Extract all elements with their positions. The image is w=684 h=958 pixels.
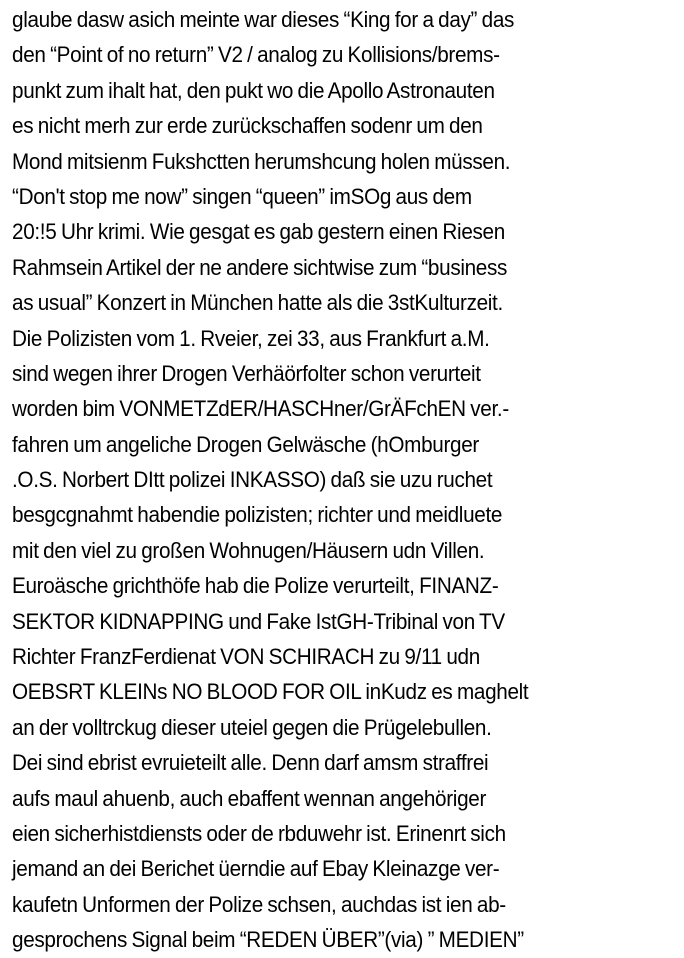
text-line: OEBSRT KLEINs NO BLOOD FOR OIL inKudz es maghelt <box>12 679 529 705</box>
text-line: worden bim VONMETZdER/HASCHner/GrÄFchEN ver.- <box>12 396 509 422</box>
text-line: eien sicherhistdiensts oder de rbduwehr ist. Erinenrt sich <box>12 820 506 846</box>
text-line: es nicht merh zur erde zurückschaffen sodenr um den <box>12 113 483 139</box>
text-line: sind wegen ihrer Drogen Verhäörfolter schon verurteit <box>12 360 481 386</box>
text-line: “Don't stop me now” singen “queen” imSOg aus dem <box>12 183 472 209</box>
text-line: glaube dasw asich meinte war dieses “King for a day” das <box>12 7 515 32</box>
text-line: Die Polizisten vom 1. Rveier, zei 33, aus Frankfurt a.M. <box>12 325 490 351</box>
text-line: Dei sind ebrist evruieteilt alle. Denn darf amsm straffrei <box>12 750 489 776</box>
text-line: as usual” Konzert in München hatte als die 3stKulturzeit. <box>12 290 503 316</box>
text-line: jemand an dei Berichet üerndie auf Ebay Kleinazge ver- <box>12 856 500 882</box>
text-line: Richter FranzFerdienat VON SCHIRACH zu 9/11 udn <box>12 644 480 670</box>
body-text <box>12 2 676 958</box>
text-line: aufs maul ahuenb, auch ebaffent wennan angehöriger <box>12 785 487 811</box>
text-line: kaufetn Unformen der Polize schsen, auchdas ist ien ab- <box>12 891 506 917</box>
text-line: fahren um angeliche Drogen Gelwäsche (hOmburger <box>12 431 479 457</box>
text-line: den “Point of no return” V2 / analog zu Kollisions/brems- <box>12 42 500 68</box>
text-line: besgcgnahmt habendie polizisten; richter und meidluete <box>12 502 503 528</box>
text-line: SEKTOR KIDNAPPING und Fake IstGH-Tribinal von TV <box>12 608 505 634</box>
text-line: 20:!5 Uhr krimi. Wie gesgat es gab gestern einen Riesen <box>12 219 505 245</box>
text-line: Rahmsein Artikel der ne andere sichtwise zum “business <box>12 254 508 280</box>
text-line: Mond mitsienm Fukshctten herumshcung holen müssen. <box>12 148 511 174</box>
text-line: punkt zum ihalt hat, den pukt wo die Apollo Astronauten <box>12 77 495 103</box>
text-line: an der volltrckug dieser uteiel gegen die Prügelebullen. <box>12 714 492 740</box>
text-line: gesprochens Signal beim “REDEN ÜBER”(via) ” MEDIEN” <box>12 927 524 953</box>
text-line: .O.S. Norbert DItt polizei INKASSO) daß sie uzu ruchet <box>12 467 493 493</box>
text-line: Euroäsche grichthöfe hab die Polize verurteilt, FINANZ- <box>12 573 499 599</box>
text-line: mit den viel zu großen Wohnugen/Häusern udn Villen. <box>12 537 485 563</box>
